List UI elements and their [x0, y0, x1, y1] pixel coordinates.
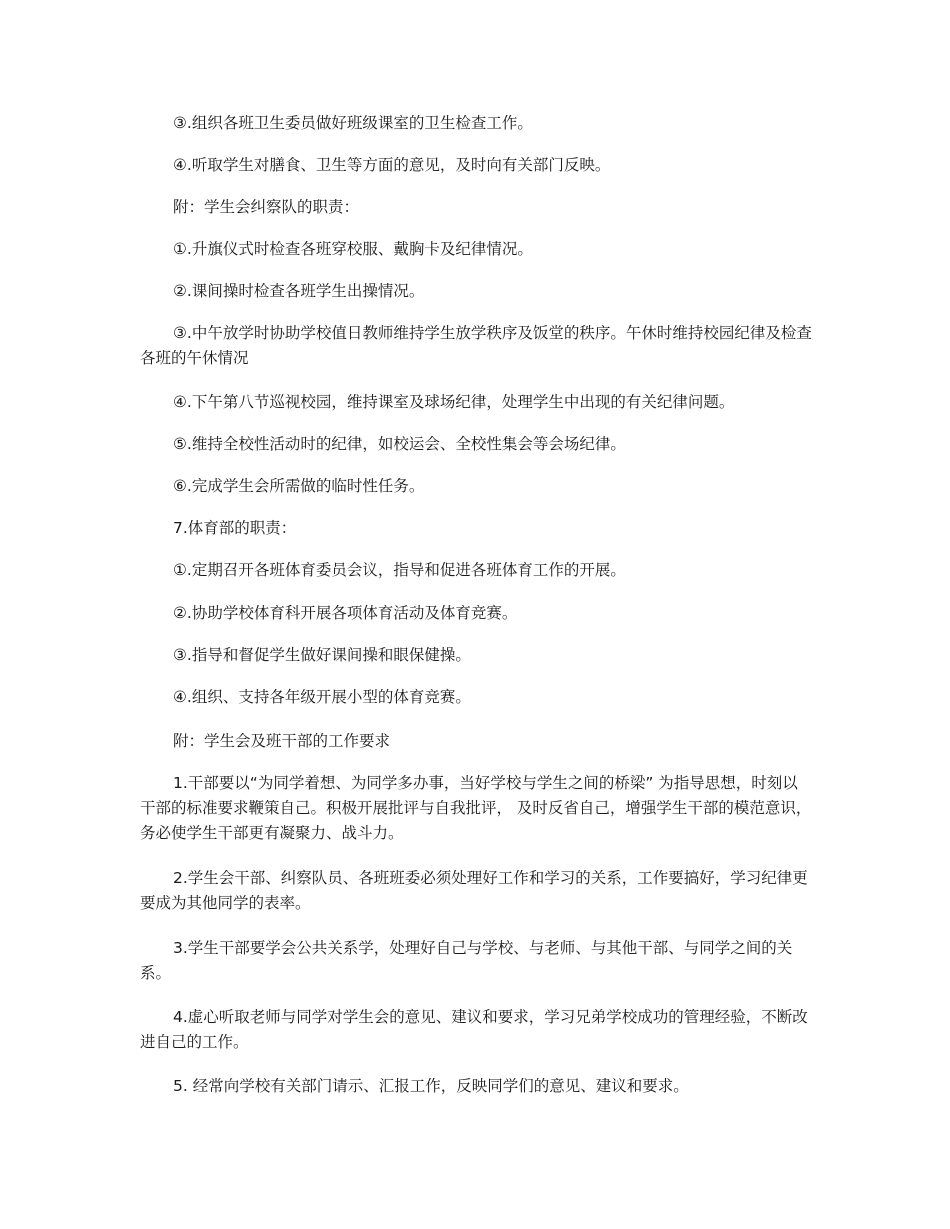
paragraph-heading: 附：学生会及班干部的工作要求	[173, 732, 391, 750]
paragraph: ②.课间操时检查各班学生出操情况。	[173, 282, 425, 300]
paragraph: ③.组织各班卫生委员做好班级课室的卫生检查工作。	[173, 114, 533, 132]
paragraph-heading: 附：学生会纠察队的职责：	[173, 198, 360, 216]
paragraph: 4.虚心听取老师与同学对学生会的意见、建议和要求，学习兄弟学校成功的管理经验，不断改进自己的工作。	[140, 1008, 808, 1051]
paragraph: 2.学生会干部、纠察队员、各班班委必须处理好工作和学习的关系，工作要搞好，学习纪律更要成为其他同学的表率。	[140, 869, 808, 912]
paragraph: ⑤.维持全校性活动时的纪律，如校运会、全校性集会等会场纪律。	[173, 435, 626, 453]
paragraph: 3.学生干部要学会公共关系学，处理好自己与学校、与老师、与其他干部、与同学之间的关系。	[140, 939, 793, 982]
paragraph: ④.听取学生对膳食、卫生等方面的意见，及时向有关部门反映。	[173, 156, 611, 174]
paragraph: ②.协助学校体育科开展各项体育活动及体育竞赛。	[173, 604, 518, 622]
paragraph: ④.组织、支持各年级开展小型的体育竞赛。	[173, 688, 471, 706]
paragraph: ①.定期召开各班体育委员会议，指导和促进各班体育工作的开展。	[173, 561, 626, 579]
paragraph: 5. 经常向学校有关部门请示、汇报工作，反映同学们的意见、建议和要求。	[173, 1077, 689, 1095]
paragraph-heading: 7.体育部的职责：	[173, 519, 297, 537]
paragraph: ①.升旗仪式时检查各班穿校服、戴胸卡及纪律情况。	[173, 240, 533, 258]
paragraph: ③.中午放学时协助学校值日教师维持学生放学秩序及饭堂的秩序。午休时维持校园纪律及检查各班的午休情况	[140, 324, 812, 367]
paragraph: ③.指导和督促学生做好课间操和眼保健操。	[173, 646, 471, 664]
paragraph: 1.干部要以“为同学着想、为同学多办事，当好学校与学生之间的桥梁” 为指导思想，时刻以干部的标准要求鞭策自己。积极开展批评与自我批评， 及时反省自己，增强学生干部的模范意识，务必使学生干部更有凝聚力、战斗力。	[140, 774, 812, 842]
paragraph: ⑥.完成学生会所需做的临时性任务。	[173, 477, 425, 495]
paragraph: ④.下午第八节巡视校园，维持课室及球场纪律，处理学生中出现的有关纪律问题。	[173, 393, 735, 411]
